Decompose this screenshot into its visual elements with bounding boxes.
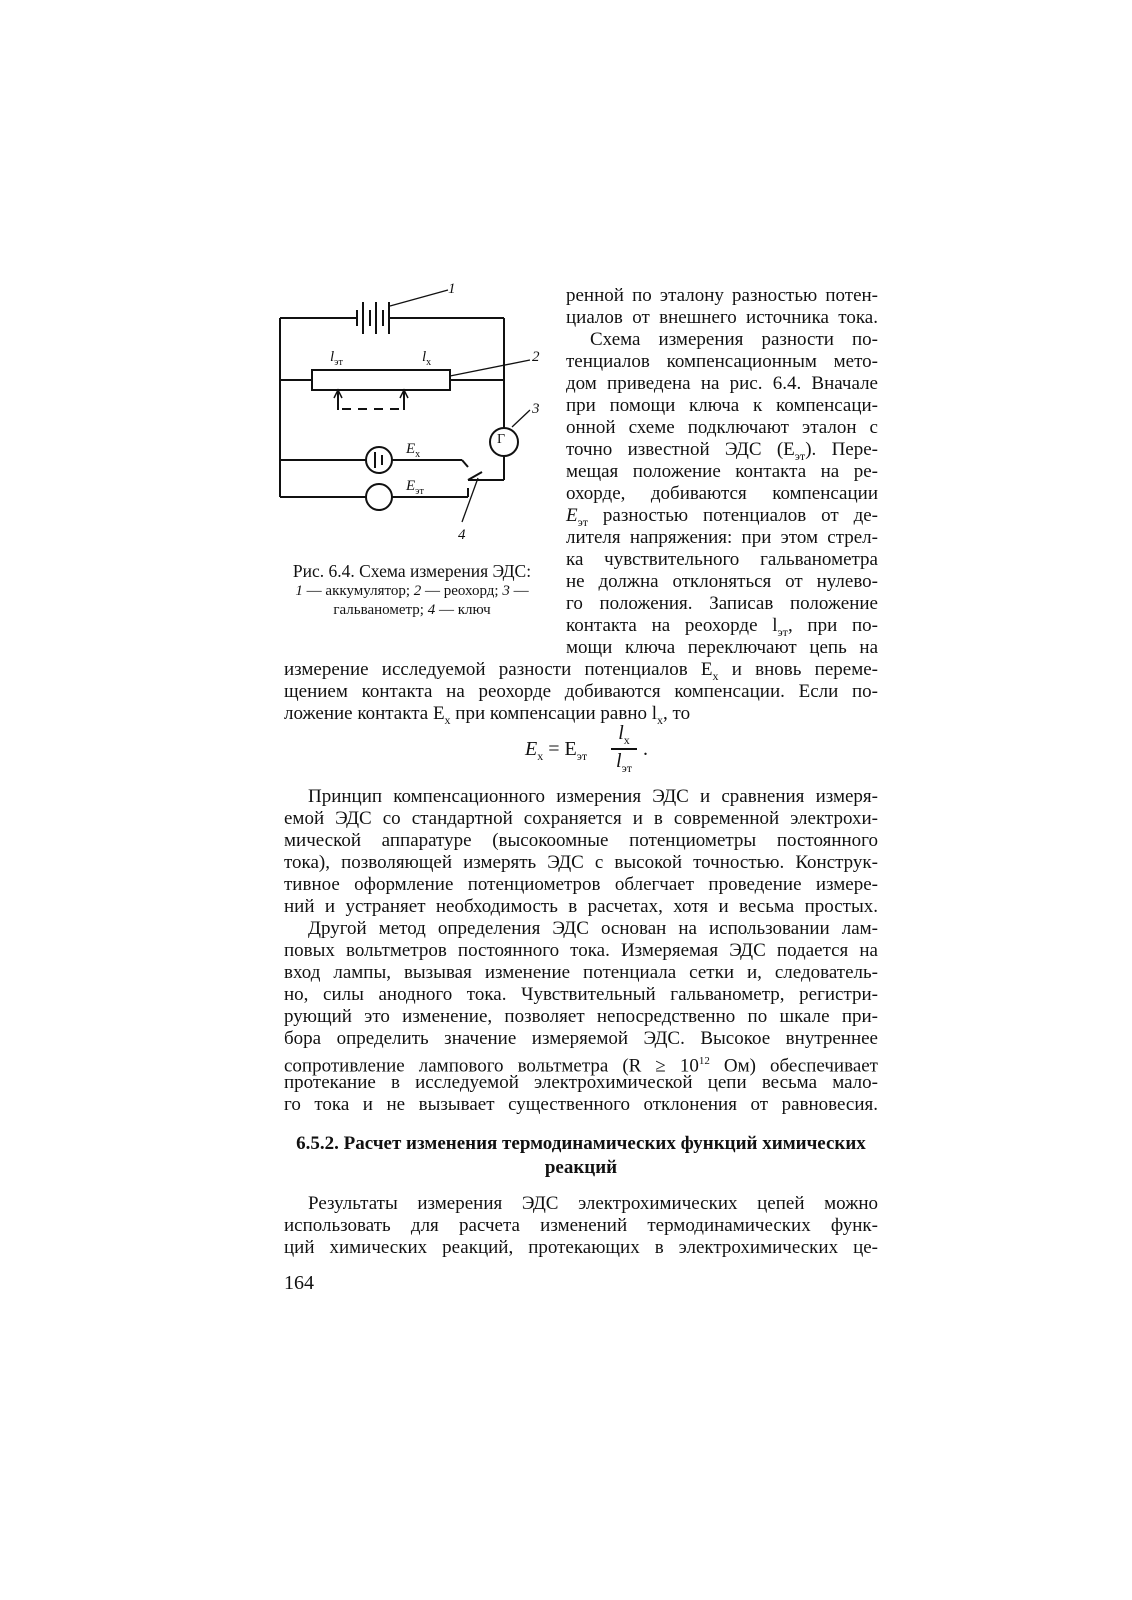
text-line: мощи ключа переключают цепь на (566, 637, 878, 658)
text-line: не должна отклоняться от нулево- (566, 571, 878, 592)
text-line: Результаты измерения ЭДС электрохимических цепей можно (308, 1193, 878, 1214)
text-line: Схема измерения разности по- (590, 329, 878, 350)
label-l-ref: $l_{эт}$ (330, 349, 343, 368)
text-line: ренной по эталону разностью потен- (566, 285, 878, 306)
caption-legend-line1: 1 — аккумулятор; 2 — реохорд; 3 — (295, 583, 529, 599)
text-line: бора определить значение измеряемой ЭДС. Высокое внутреннее (284, 1028, 878, 1049)
text-line: онной схеме подключают эталон с (566, 417, 878, 438)
page-number: 164 (284, 1272, 314, 1294)
text-line: при помощи ключа к компенсаци- (566, 395, 878, 416)
text-line: го положения. Записав положение (566, 593, 878, 614)
galvanometer-symbol: Г (497, 432, 506, 447)
formula-denominator: $l_{эт}$ (616, 750, 632, 775)
text-line: ложение контакта $E_x$ при компенсации равно $l_x$, то (284, 703, 691, 727)
text-line: протекание в исследуемой электрохимической цепи весьма мало- (284, 1072, 878, 1093)
label-l-x: $l_x$ (422, 349, 432, 368)
text-line: использовать для расчета изменений термодинамических функ- (284, 1215, 878, 1236)
label-key: 4 (458, 527, 466, 543)
formula-lhs: $E_x = E_{эт}$ (525, 738, 588, 763)
text-line: ций химических реакций, протекающих в электрохимических це- (284, 1237, 878, 1258)
formula-ex (525, 722, 648, 778)
section-heading (284, 1132, 878, 1180)
text-line: Другой метод определения ЭДС основан на использовании лам- (308, 918, 878, 939)
text-line: ний и устраняет необходимость в расчетах, хотя и весьма простых. (284, 896, 878, 917)
text-line: измерение исследуемой разности потенциалов $E_x$ и вновь переме- (284, 659, 878, 683)
label-galvanometer: 3 (532, 401, 540, 417)
label-e-x: $E_x$ (406, 441, 421, 460)
label-e-ref: $E_{эт}$ (406, 478, 424, 497)
text-line: го тока и не вызывает существенного отклонения от равновесия. (284, 1094, 878, 1115)
figure-caption (270, 560, 554, 620)
text-line: охорде, добиваются компенсации (566, 483, 878, 504)
label-battery: 1 (448, 281, 456, 297)
text-line: дом приведена на рис. 6.4. Вначале (566, 373, 878, 394)
heading-line1: 6.5.2. Расчет изменения термодинамических функций химических (296, 1133, 866, 1154)
text-line: мещая положение контакта на ре- (566, 461, 878, 482)
text-line: рующий это изменение, позволяет непосредственно по шкале при- (284, 1006, 878, 1027)
text-line: щением контакта на реохорде добиваются компенсации. Если по- (284, 681, 878, 702)
text-line: циалов от внешнего источника тока. (566, 307, 878, 328)
heading-line2: реакций (544, 1157, 618, 1178)
text-line: ка чувствительного гальванометра (566, 549, 878, 570)
text-line: $E_{эт}$ разностью потенциалов от де- (566, 505, 878, 529)
text-line: лителя напряжения: при этом стрел- (566, 527, 878, 548)
text-line: контакта на реохорде $l_{эт}$, при по- (566, 615, 878, 639)
text-line: тока), позволяющей измерять ЭДС с высокой точностью. Конструк- (284, 852, 878, 873)
text-line: тенциалов компенсационным мето- (566, 351, 878, 372)
circuit-diagram (272, 282, 562, 562)
text-line: сопротивление лампового вольтметра ($R \ge 10^{12}$ Ом) обеспечивает (284, 1055, 878, 1077)
text-line: емой ЭДС со стандартной сохраняется и в современной электрохи- (284, 808, 878, 829)
formula-period: . (643, 738, 648, 760)
formula-numerator: $l_x$ (618, 722, 630, 747)
text-line: повых вольтметров постоянного тока. Измеряемая ЭДС подается на (284, 940, 878, 961)
text-line: но, силы анодного тока. Чувствительный гальванометр, регистри- (284, 984, 878, 1005)
text-line: точно известной ЭДС $(E_{эт})$. Пере- (566, 439, 878, 463)
label-rheochord: 2 (532, 349, 540, 365)
caption-legend-line2: гальванометр; 4 — ключ (333, 602, 491, 618)
text-line: тивное оформление потенциометров облегчает проведение измере- (284, 874, 878, 895)
caption-title: Рис. 6.4. Схема измерения ЭДС: (292, 561, 532, 581)
text-line: Принцип компенсационного измерения ЭДС и сравнения измеря- (308, 786, 878, 807)
text-line: вход лампы, вызывая изменение потенциала сетки и, следователь- (284, 962, 878, 983)
text-line: мической аппаратуре (высокоомные потенциометры постоянного (284, 830, 878, 851)
